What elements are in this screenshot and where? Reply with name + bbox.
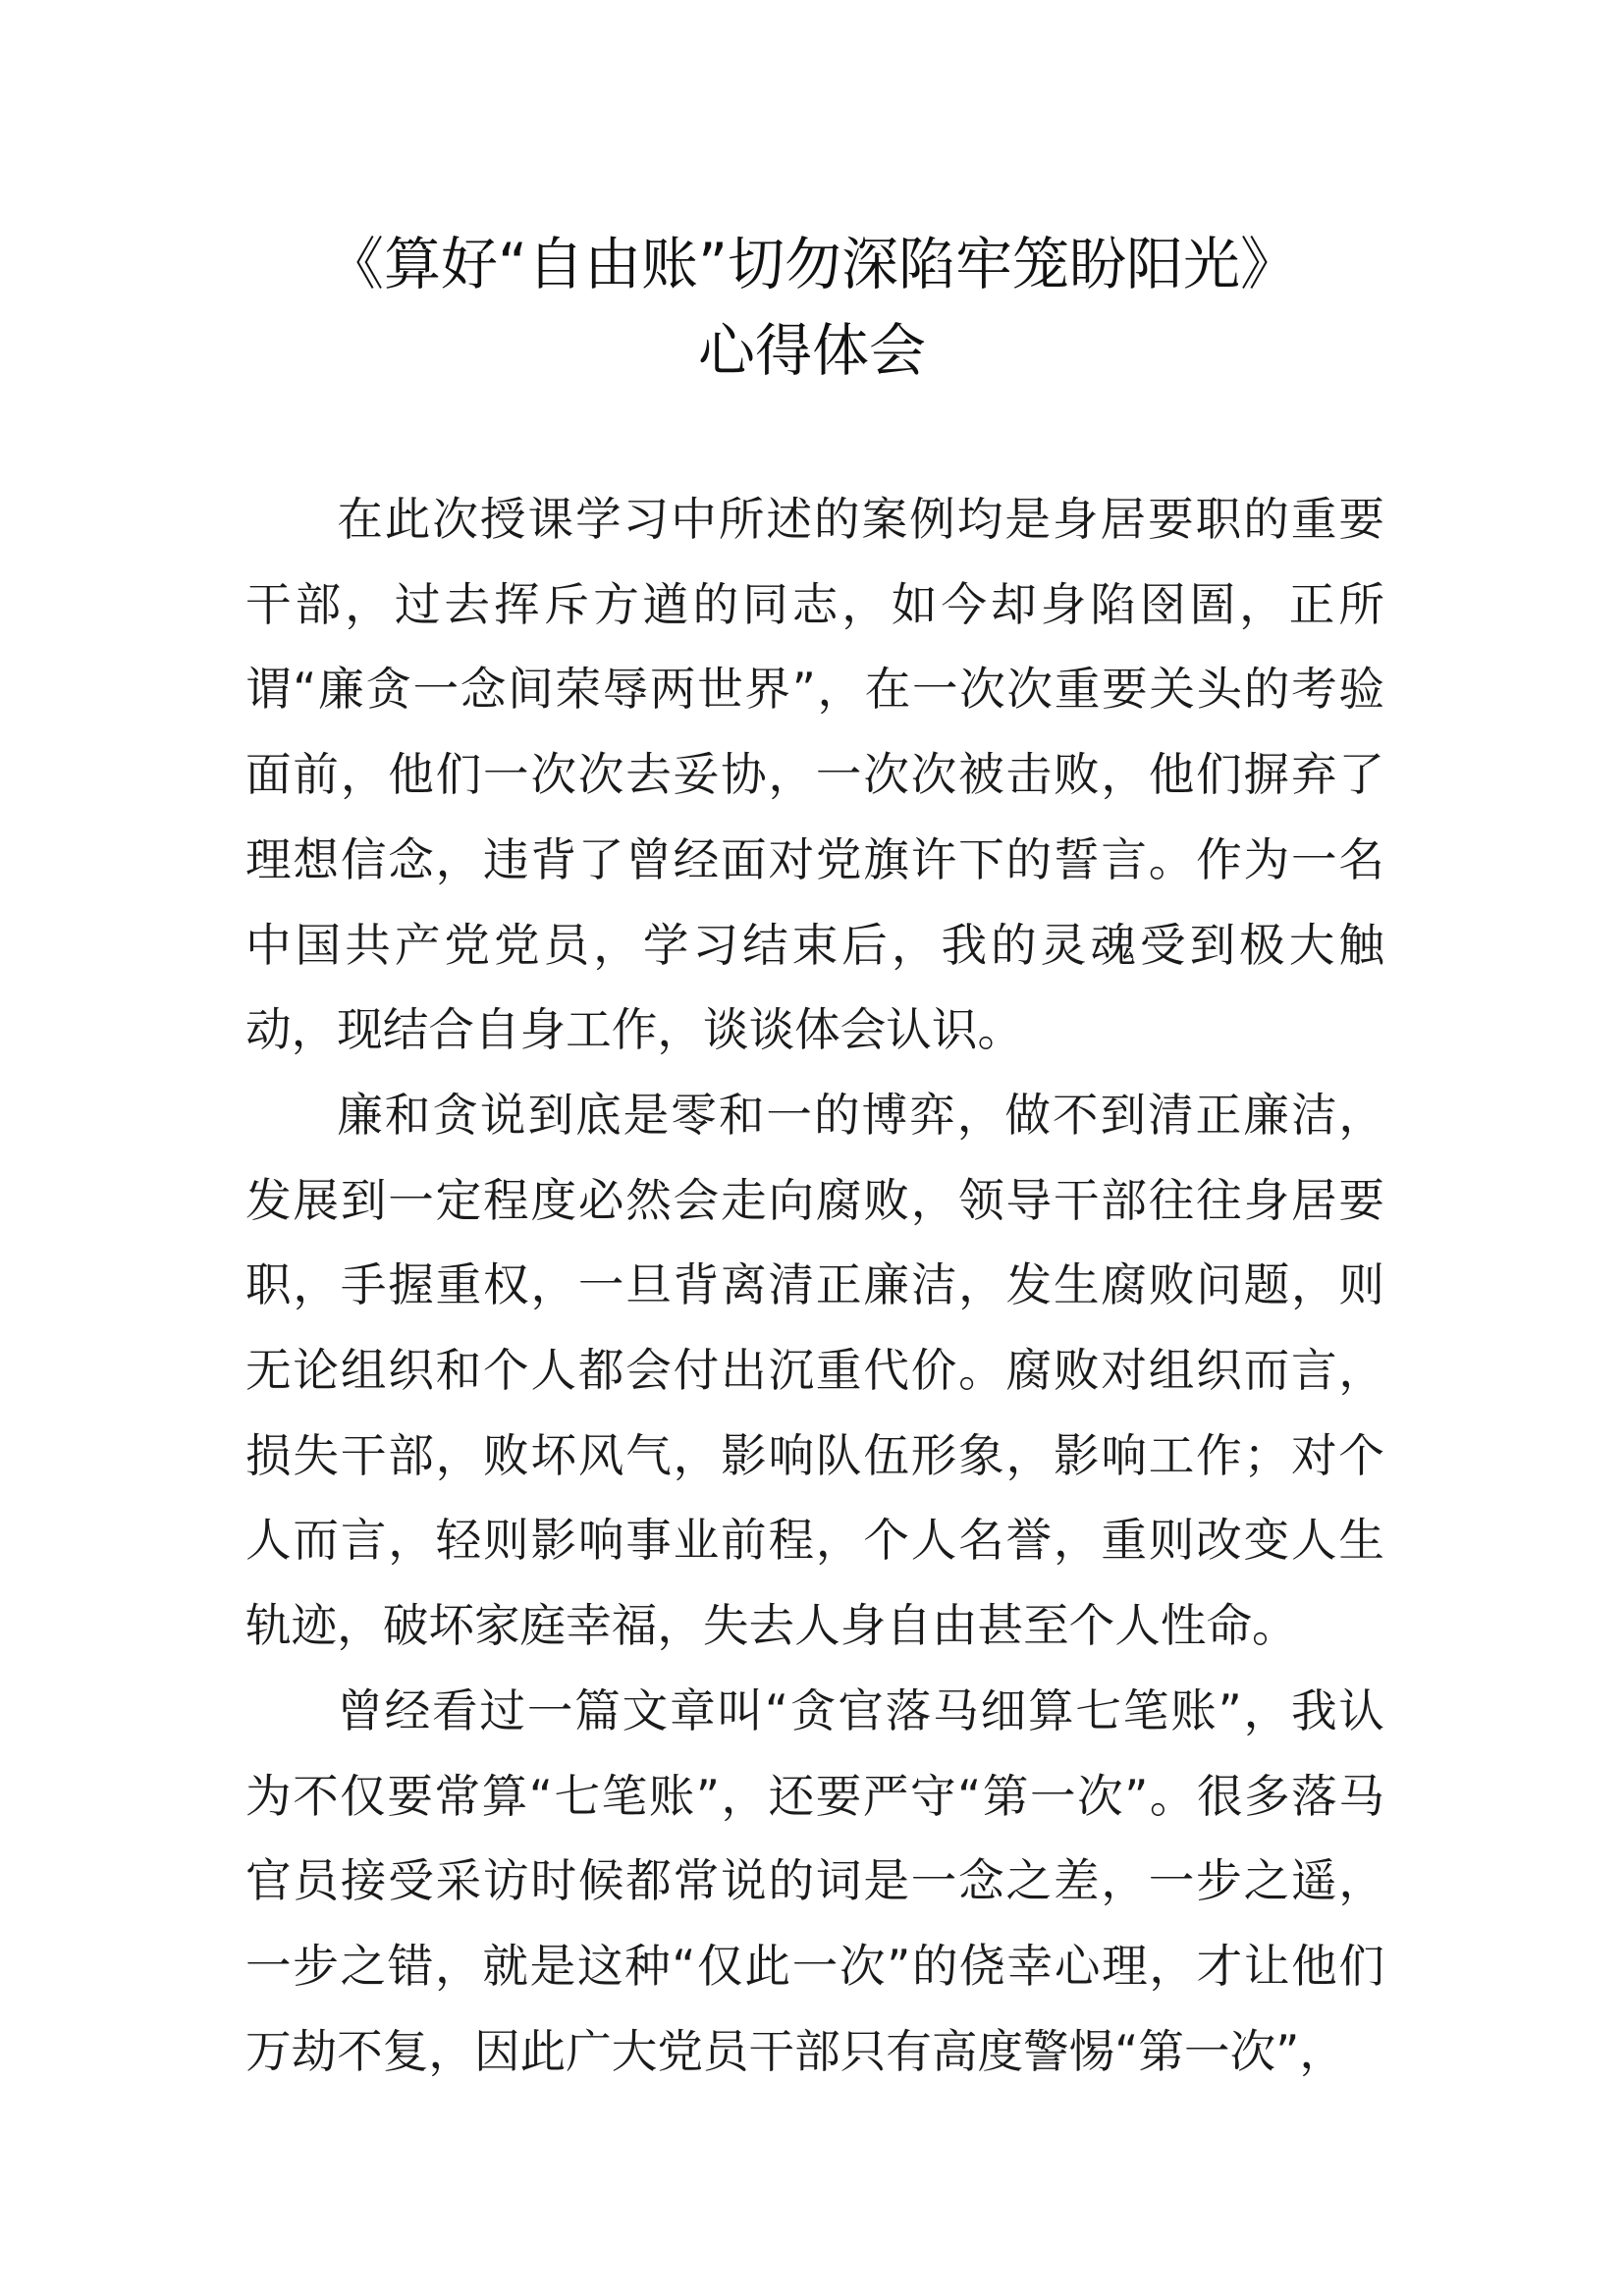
document-title-line-2: 心得体会 [697,317,926,384]
document-title-line-1: 《算好“自由账”切勿深陷牢笼盼阳光》 [326,231,1298,297]
paragraph-1: 在此次授课学习中所述的案例均是身居要职的重要干部，过去挥斥方遒的同志，如今却身陷囹圄，正所谓“廉贪一念间荣辱两世界”，在一次次重要关头的考验面前，他们一次次去妥协，一次次被击败，他们摒弃了理想信念，违背了曾经面对党旗许下的誓言。作为一名中国共产党党员，学习结束后，我的灵魂受到极大触动，现结合自身工作，谈谈体会认识。 [245,493,1384,1057]
paragraph-3: 曾经看过一篇文章叫“贪官落马细算七笔账”，我认为不仅要常算“七笔账”，还要严守“第一次”。很多落马官员接受采访时候都常说的词是一念之差，一步之遥，一步之错，就是这种“仅此一次”的侥幸心理，才让他们万劫不复，因此广大党员干部只有高度警惕“第一次”， [245,1683,1384,2078]
paragraph-2: 廉和贪说到底是零和一的博弈，做不到清正廉洁，发展到一定程度必然会走向腐败，领导干部往往身居要职，手握重权，一旦背离清正廉洁，发生腐败问题，则无论组织和个人都会付出沉重代价。腐败对组织而言，损失干部，败坏风气，影响队伍形象，影响工作；对个人而言，轻则影响事业前程，个人名誉，重则改变人生轨迹，破坏家庭幸福，失去人身自由甚至个人性命。 [245,1088,1384,1653]
document-body [245,477,1384,2094]
